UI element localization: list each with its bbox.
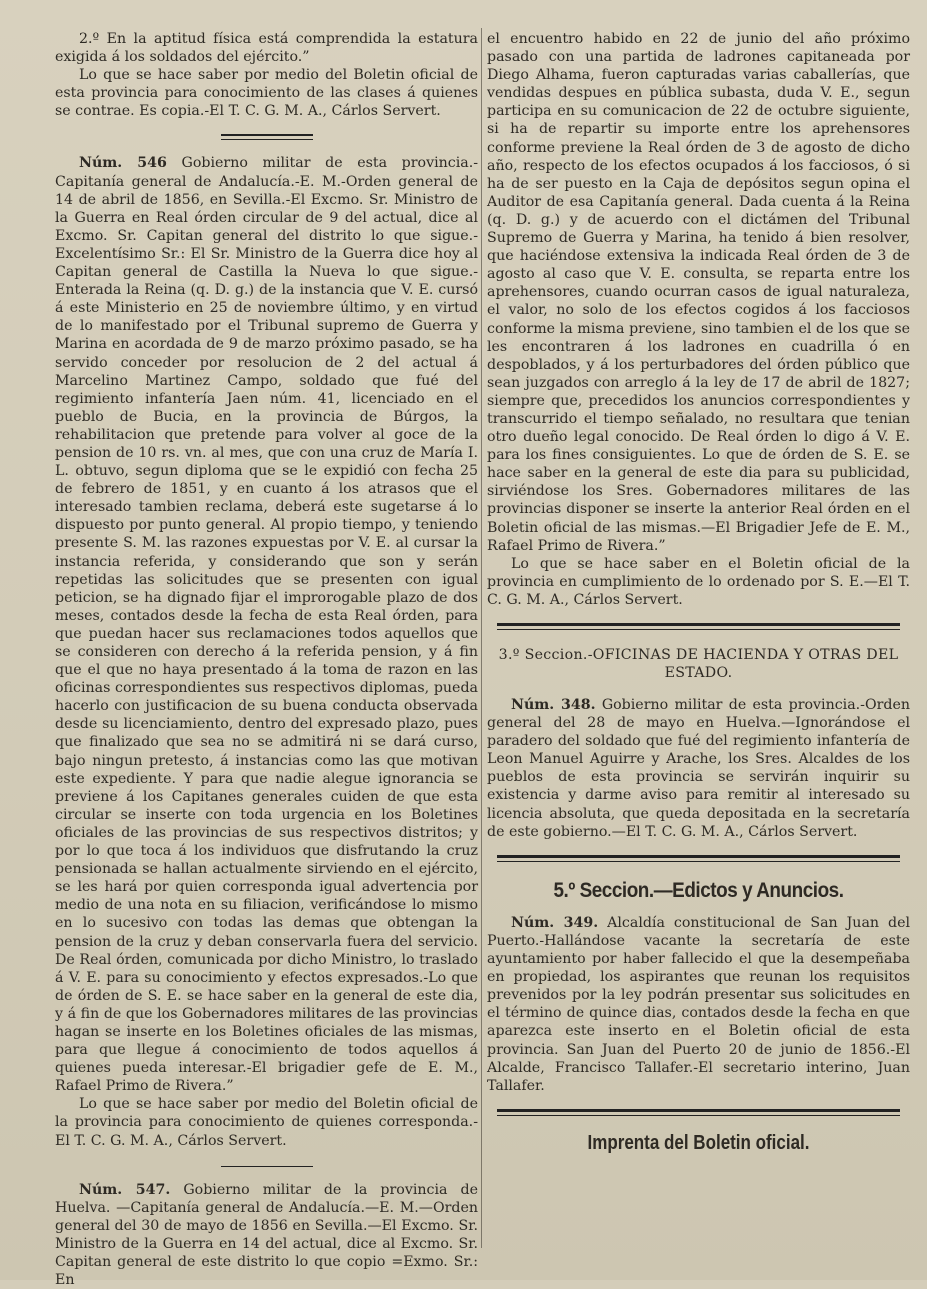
notice-divider [221,1166,313,1167]
paragraph-closing-previous: Lo que se hace saber por medio del Boletin oficial de esta provincia para conocimiento de las clases á quienes se contrae. Es copia.-El T. C. G. M. A., Cárlos Servert. [55,67,478,120]
left-column [55,30,478,1289]
notice-546 [55,154,478,1095]
notice-348 [487,696,910,841]
column-divider [481,28,482,1248]
notice-349 [487,914,910,1095]
continuation-text: el encuentro habido en 22 de junio del año próximo pasado con una partida de ladrones capitaneada por Diego Alhama, fueron capturadas varias caballerías, que vendidas despues en pública subasta, duda V. E., segun participa en su comunicacion de 22 de octubre siguiente, si ha de repartir su importe entre los aprehensores conforme previene la Real órden de 3 de agosto de dicho año, respecto de los efectos ocupados á los facciosos, ó si ha de ser puesto en la Caja de depósitos segun opina el Auditor de esa Capitanía general. Dada cuenta á la Reina (q. D. g.) y de acuerdo con el dictámen del Tribunal Supremo de Guerra y Marina, ha tenido á bien resolver, que haciéndose extensiva la indicada Real órden de 3 de agosto al caso que V. E. consulta, se reparta entre los aprehensores, cuando ocurran casos de igual naturaleza, el valor, no solo de los efectos cogidos á los facciosos conforme la misma previene, sino tambien el de los que se les encontraren á los ladrones en cuadrilla ó en despoblados, y á los perturbadores del órden público que sean juzgados con arreglo á la ley de 17 de abril de 1827; siempre que, precedidos los anuncios correspondientes y transcurrido el tiempo señalado, no resultara que tenian otro dueño legal conocido. De Real órden lo digo á V. E. para los fines consiguientes. Lo que de órden de S. E. se hace saber en la general de este dia para su publicidad, sirviéndose los Sres. Gobernadores militares de las provincias disponer se inserte la anterior Real órden en el Boletin oficial de las mismas.—El Brigadier Jefe de E. M., Rafael Primo de Rivera.” [487,31,910,554]
paragraph-aptitud: 2.º En la aptitud física está comprendida la estatura exigida á los soldados del ejército.” [55,31,478,66]
notice-547-number: Núm. 547. [79,1181,171,1198]
notice-547-text: Gobierno militar de la provincia de Huelva. —Capitanía general de Andalucía.—E. M.—Orden general del 30 de mayo de 1856 en Sevilla.—El Excmo. Sr. Ministro de la Guerra en 14 del actual, dice al Excmo. Sr. Capitan general de este distrito lo que copio =Exmo. Sr.: En [55,1181,478,1289]
section-divider [221,134,313,140]
notice-546-number: Núm. 546 [79,155,167,172]
section-divider-long [497,855,900,862]
notice-349-number: Núm. 349. [511,914,599,931]
right-column [487,30,910,1152]
section-divider-long [497,1109,900,1116]
notice-546-text: Gobierno militar de esta provincia.-Capitanía general de Andalucía.-E. M.-Orden general de 14 de abril de 1856, en Sevilla.-El Excmo. Sr. Ministro de la Guerra en Real órden circular de 9 del actual, dice al Excmo. Sr. Capitan general del distrito lo que sigue.-Excelentísimo Sr.: El Sr. Ministro de la Guerra dice hoy al Capitan general de Castilla la Nueva lo que sigue.-Enterada la Reina (q. D. g.) de la instancia que V. E. cursó á este Ministerio en 25 de noviembre último, y en virtud de lo manifestado por el Tribunal supremo de Guerra y Marina en acordada de 9 de marzo próximo pasado, se ha servido conceder por resolucion de 2 del actual á Marcelino Martinez Campo, soldado que fué del regimiento infantería Jaen núm. 41, licenciado en el pueblo de Bucia, en la provincia de Búrgos, la rehabilitacion que pretende para volver al goce de la pension de 10 rs. vn. al mes, que con una cruz de María I. L. obtuvo, segun diploma que se le expidió con fecha 25 de febrero de 1851, y en cuanto á los atrasos que el interesado tambien reclama, deberá este sugetarse á lo dispuesto por punto general. Al propio tiempo, y teniendo presente S. M. las razones expuestas por V. E. al cursar la instancia referida, y considerando que son y serán repetidas las solicitudes que se presenten con igual peticion, se ha dignado fijar el improrogable plazo de dos meses, contados desde la fecha de esta Real órden, para que puedan hacer sus reclamaciones todos aquellos que se consideren con derecho á la referida pension, y á fin que el que no haya presentado á la toma de razon en las oficinas correspondientes sus respectivos diplomas, pueda hacerlo con justificacion de su buena conducta observada desde su licenciamiento, dentro del expresado plazo, pues que finalizado que sea no se admitirá ni se dará curso, bajo ningun pretesto, á instancias como las que motivan este expediente. Y para que nadie alegue ignorancia se previene á los Capitanes generales cuiden de que esta circular se inserte con toda urgencia en los Boletines oficiales de las provincias de sus respectivos distritos; y por lo que toca á los individuos que disfrutando la cruz pensionada se hallan actualmente sirviendo en el ejército, se les hará por quien corresponda igual advertencia por medio de una nota en su filiacion, verificándose lo mismo en lo sucesivo con todas las demas que obtengan la pension de la cruz y deban conservarla fuera del servicio. De Real órden, comunicada por dicho Ministro, lo traslado á V. E. para su conocimiento y efectos expresados.-Lo que de órden de S. E. se hace saber en la general de este dia, y á fin de que los Gobernadores militares de las provincias hagan se inserte en los Boletines oficiales de las mismas, para que llegue á conocimiento de todos aquellos á quienes pueda interesar.-El brigadier gefe de E. M., Rafael Primo de Rivera.” [55,155,479,1095]
notice-546-closing: Lo que se hace saber por medio del Boletin oficial de la provincia para conocimiento de quienes corresponda.-El T. C. G. M. A., Cárlos Servert. [55,1096,478,1149]
continuation-closing: Lo que se hace saber en el Boletin oficial de la provincia en cumplimiento de lo ordenado por S. E.—El T. C. G. M. A., Cárlos Servert. [487,555,910,608]
notice-349-text: Alcaldía constitucional de San Juan del Puerto.-Hallándose vacante la secretaría de este ayuntamiento por haber fallecido el que la desempeñaba en propiedad, los aspirantes que reunan los requisitos prevenidos por la ley podrán presentar sus solicitudes en el término de quince dias, contados desde la fecha en que aparezca este inserto en el Boletin oficial de esta provincia. San Juan del Puerto 20 de junio de 1856.-El Alcalde, Francisco Tallafer.-El secretario interino, Juan Tallafer. [487,914,911,1094]
notice-547 [55,1181,478,1289]
section-5-heading: 5.º Seccion.—Edictos y Anuncios. [553,878,844,902]
notice-348-text: Gobierno militar de esta provincia.-Orden general del 28 de mayo en Huelva.—Ignorándose el paradero del soldado que fué del regimiento infantería de Leon Manuel Aguirre y Arache, los Sres. Alcaldes de los pueblos de esta provincia se servirán inquirir su existencia y darme aviso para remitir al interesado su licencia absoluta, que queda depositada en la secretaría de este gobierno.—El T. C. G. M. A., Cárlos Servert. [487,697,910,840]
section-3-heading: 3.º Seccion.-OFICINAS DE HACIENDA Y OTRAS DEL ESTADO. [498,647,899,681]
section-divider-long [497,623,900,630]
notice-348-number: Núm. 348. [511,697,596,713]
imprenta-footer: Imprenta del Boletin oficial. [587,1131,810,1154]
